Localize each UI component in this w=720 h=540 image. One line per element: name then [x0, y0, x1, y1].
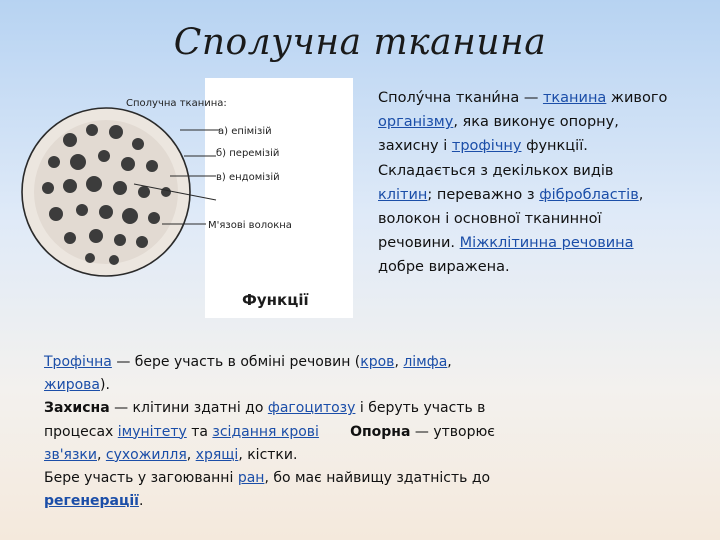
figure-caption: Функції: [242, 291, 309, 309]
link-adipose[interactable]: жирова: [44, 377, 100, 394]
desc-term: Сполу́чна ткани́на: [378, 90, 520, 106]
link-organism[interactable]: організму: [378, 114, 454, 131]
link-immunity[interactable]: імунітету: [117, 423, 187, 440]
functions-paragraph: Трофічна — бере участь в обміні речовин (кров, лімфа, жирова). Захисна — клітини здатні до фагоцитозу і беруть участь в процесах імунітету та зсідання крові Опорна — утворює зв'язки, сухожилля, хрящі, кістки. Бере участь у загоюванні ран, бо має найвищу здатність до регенерації.: [44, 354, 495, 510]
link-cartilage[interactable]: хрящі: [195, 446, 239, 463]
link-fibroblasts[interactable]: фібробластів: [539, 186, 639, 203]
link-regeneration[interactable]: регенерації: [44, 493, 139, 510]
link-wounds[interactable]: ран: [237, 470, 265, 487]
support-heading: Опорна: [350, 423, 411, 440]
link-tissue[interactable]: тканина: [542, 90, 607, 106]
protective-heading: Захисна: [44, 400, 110, 417]
muscle-cross-section-diagram: [20, 92, 292, 280]
link-blood-clotting[interactable]: зсідання крові: [212, 423, 319, 440]
description-paragraph: Сполу́чна ткани́на — тканина живого організму, яка виконує опорну, захисну і трофічну функції. Складається з декількох видів клітин; переважно з фібробластів, волокон і основної тканинної речовини. Міжклітинна речовина добре виражена.: [378, 90, 668, 276]
label-muscle-fibers: М'язові волокна: [208, 220, 292, 231]
perimysium-area: [34, 120, 178, 264]
link-tendons[interactable]: сухожилля: [105, 446, 187, 463]
label-heading: Сполучна тканина:: [126, 98, 227, 109]
link-intercellular-substance[interactable]: Міжклітинна речовина: [459, 235, 634, 252]
link-cells[interactable]: клітин: [378, 186, 428, 203]
label-perimysium: б) перемізій: [216, 148, 280, 159]
slide-title: Сполучна тканина: [173, 22, 547, 63]
link-blood[interactable]: кров: [360, 354, 395, 370]
link-trophic-function[interactable]: Трофічна: [44, 354, 112, 370]
link-trophic[interactable]: трофічну: [451, 138, 522, 155]
link-lymph[interactable]: лімфа: [403, 354, 448, 370]
link-phagocytosis[interactable]: фагоцитозу: [267, 400, 356, 417]
label-endomysium: в) ендомізій: [216, 172, 280, 183]
link-ligaments[interactable]: зв'язки: [44, 446, 97, 463]
label-epimysium: а) епімізій: [218, 126, 272, 137]
